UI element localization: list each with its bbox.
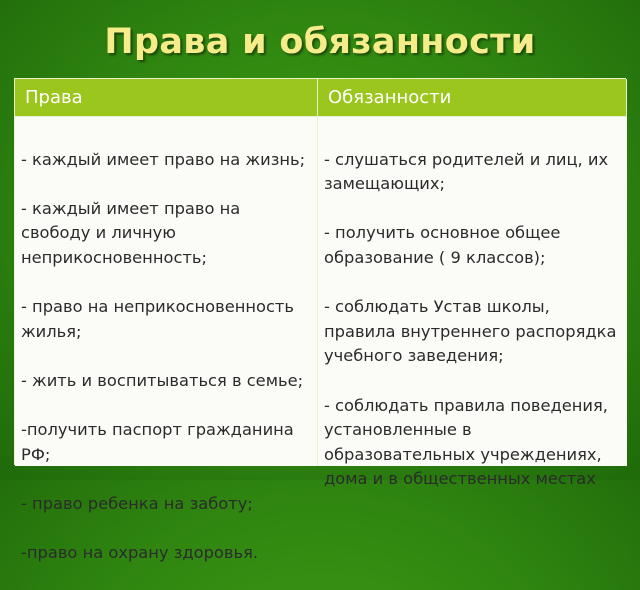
rights-duties-table — [14, 78, 626, 563]
duties-item: - соблюдать Устав школы, правила внутреннего распорядка учебного заведения; — [324, 297, 617, 366]
header-rights: Права — [15, 79, 318, 117]
rights-item: - каждый имеет право на свободу и личную неприкосновенность; — [21, 198, 241, 267]
rights-cell — [15, 117, 318, 563]
rights-item: - право ребенка на заботу; — [21, 493, 253, 513]
header-duties: Обязанности — [318, 79, 627, 117]
duties-item: - соблюдать правила поведения, установленные в образовательных учреждениях, дома и в общественных местах — [324, 395, 608, 489]
rights-item: - жить и воспитываться в семье; — [21, 370, 304, 390]
slide-title: Права и обязанности — [104, 22, 536, 62]
rights-item: - каждый имеет право на жизнь; — [21, 149, 306, 169]
duties-item: - слушаться родителей и лиц, их замещающих; — [324, 149, 609, 194]
duties-cell — [318, 117, 627, 489]
duties-item: - получить основное общее образование ( 9 классов); — [324, 223, 561, 267]
rights-item: -получить паспорт гражданина РФ; — [21, 420, 294, 464]
rights-item: - право на неприкосновенность жилья; — [21, 297, 295, 341]
rights-item: -право на охрану здоровья. — [21, 543, 259, 563]
